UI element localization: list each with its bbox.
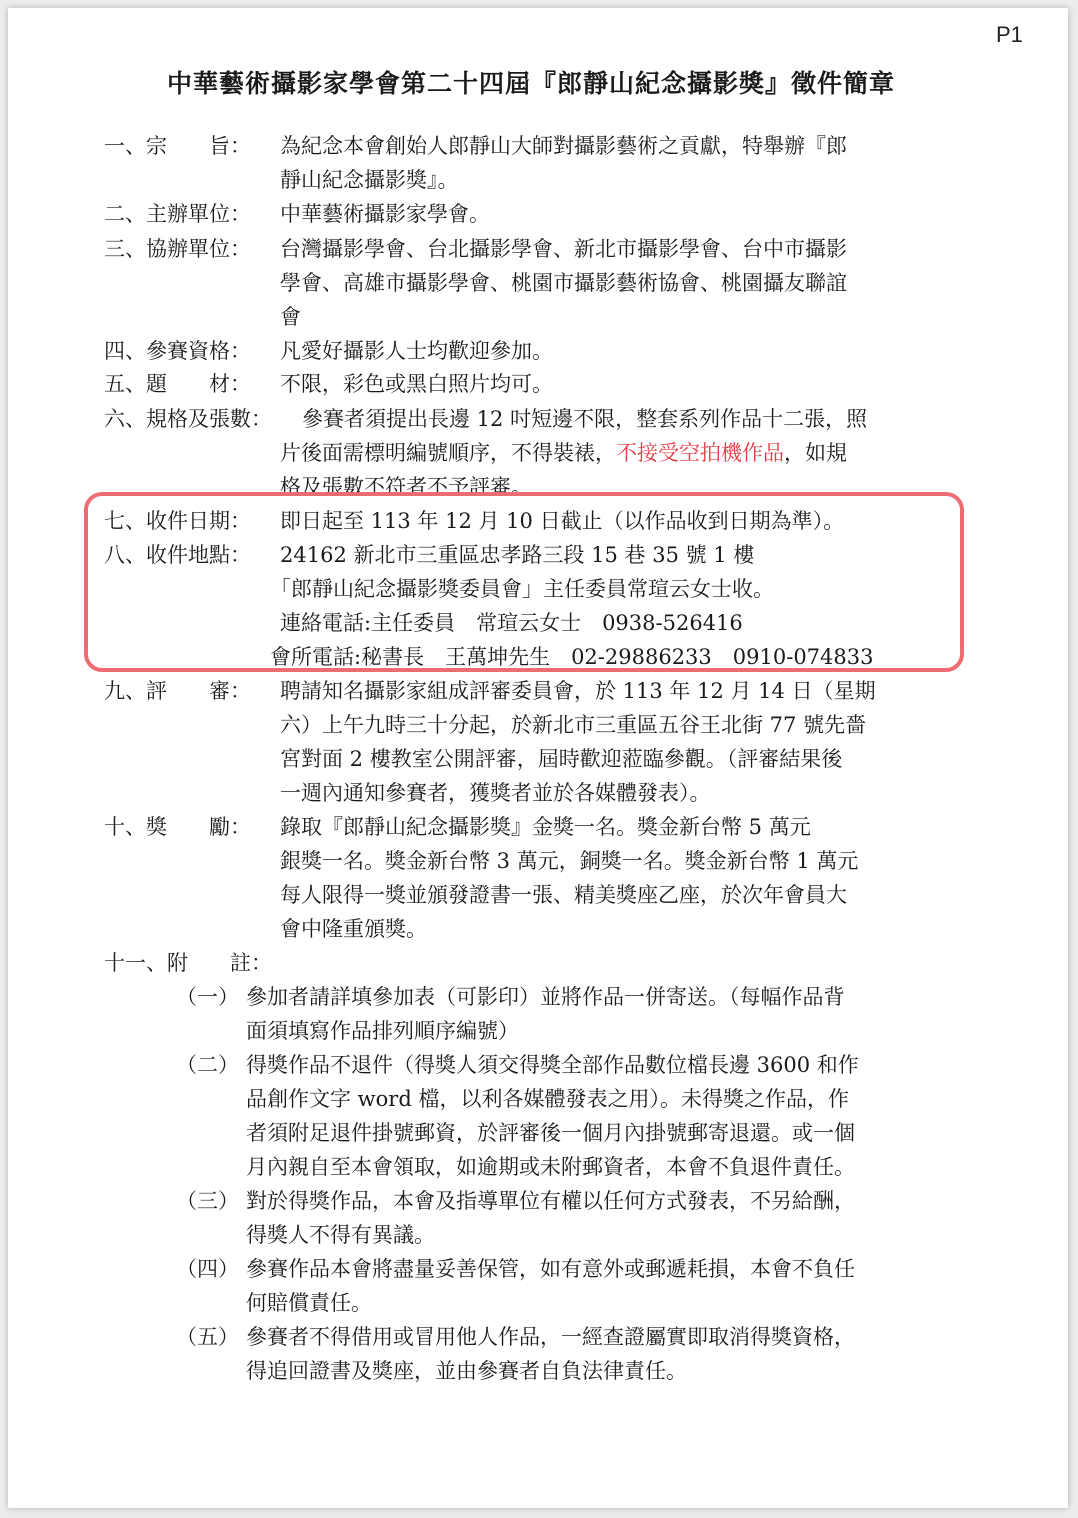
section-6-label: 六、規格及張數： — [104, 407, 272, 431]
note-text: 者須附足退件掛號郵資，於評審後一個月內掛號郵寄退還。或一個 — [246, 1121, 855, 1145]
section-6-text: 參賽者須提出長邊 12 吋短邊不限，整套系列作品十二張，照 — [302, 407, 868, 431]
note-number: （四） — [176, 1257, 239, 1281]
section-2-text: 中華藝術攝影家學會。 — [280, 202, 490, 226]
note-number: （二） — [176, 1053, 239, 1077]
section-9-text: 一週內通知參賽者，獲獎者並於各媒體發表）。 — [280, 781, 711, 805]
section-1-label: 一、宗 旨： — [104, 134, 251, 158]
section-1-text: 靜山紀念攝影獎』。 — [280, 168, 459, 192]
section-10-label: 十、獎 勵： — [104, 815, 251, 839]
note-text: 品創作文字 word 檔，以利各媒體發表之用）。未得獎之作品，作 — [246, 1087, 849, 1111]
no-drone-notice: 不接受空拍機作品 — [616, 441, 784, 465]
section-5-label: 五、題 材： — [104, 372, 251, 396]
section-3-text: 學會、高雄市攝影學會、桃園市攝影藝術協會、桃園攝友聯誼 — [280, 271, 847, 295]
note-text: 得獎作品不退件（得獎人須交得獎全部作品數位檔長邊 3600 和作 — [246, 1053, 859, 1077]
note-text: 參賽作品本會將盡量妥善保管，如有意外或郵遞耗損，本會不負任 — [246, 1257, 855, 1281]
contact-phone: 連絡電話:主任委員 常瑄云女士 0938-526416 — [280, 611, 743, 635]
section-6-text — [280, 439, 847, 467]
note-text: 參賽者不得借用或冒用他人作品，一經查證屬實即取消得獎資格， — [246, 1325, 855, 1349]
note-text: 參加者請詳填參加表（可影印）並將作品一併寄送。（每幅作品背 — [246, 985, 845, 1009]
section-3-label: 三、協辦單位： — [104, 237, 251, 261]
section-10-text: 會中隆重頒獎。 — [280, 917, 427, 941]
section-9-text: 宮對面 2 樓教室公開評審，屆時歡迎蒞臨參觀。（評審結果後 — [280, 747, 843, 771]
office-phone: 會所電話:秘書長 王萬坤先生 02-29886233 0910-074833 — [270, 645, 874, 669]
section-4-text: 凡愛好攝影人士均歡迎參加。 — [280, 339, 553, 363]
note-number: （一） — [176, 985, 239, 1009]
section-8-text: 「郎靜山紀念攝影獎委員會」主任委員常瑄云女士收。 — [270, 577, 774, 601]
section-9-text: 聘請知名攝影家組成評審委員會，於 113 年 12 月 14 日（星期 — [280, 679, 876, 703]
section-7-text: 即日起至 113 年 12 月 10 日截止（以作品收到日期為準）。 — [280, 509, 845, 533]
section-9-label: 九、評 審： — [104, 679, 251, 703]
section-8-label: 八、收件地點： — [104, 543, 251, 567]
note-text: 得獎人不得有異議。 — [246, 1223, 435, 1247]
section-5-text: 不限，彩色或黑白照片均可。 — [280, 372, 553, 396]
note-text: 月內親自至本會領取，如逾期或未附郵資者，本會不負退件責任。 — [246, 1155, 855, 1179]
section-6-text: 格及張數不符者不予評審。 — [280, 475, 532, 499]
section-10-text: 錄取『郎靜山紀念攝影獎』金獎一名。獎金新台幣 5 萬元 — [280, 815, 811, 839]
section-10-text: 銀獎一名。獎金新台幣 3 萬元，銅獎一名。獎金新台幣 1 萬元 — [280, 849, 859, 873]
note-text: 何賠償責任。 — [246, 1291, 372, 1315]
section-1-text: 為紀念本會創始人郎靜山大師對攝影藝術之貢獻，特舉辦『郎 — [280, 134, 847, 158]
page-number: P1 — [996, 22, 1023, 47]
section-11-label: 十一、附 註： — [104, 951, 272, 975]
note-text: 得追回證書及獎座，並由參賽者自負法律責任。 — [246, 1359, 687, 1383]
section-6-text-part: ，如規 — [784, 441, 847, 465]
section-6-text-part: 片後面需標明編號順序，不得裝裱， — [280, 441, 616, 465]
section-8-text: 24162 新北市三重區忠孝路三段 15 巷 35 號 1 樓 — [280, 543, 755, 567]
section-4-label: 四、參賽資格： — [104, 339, 251, 363]
section-2-label: 二、主辦單位： — [104, 202, 251, 226]
document-title: 中華藝術攝影家學會第二十四屆『郎靜山紀念攝影獎』徵件簡章 — [166, 69, 895, 98]
note-number: （三） — [176, 1189, 239, 1213]
section-3-text: 會 — [280, 305, 301, 329]
section-3-text: 台灣攝影學會、台北攝影學會、新北市攝影學會、台中市攝影 — [280, 237, 847, 261]
note-text: 對於得獎作品，本會及指導單位有權以任何方式發表，不另給酬， — [246, 1189, 855, 1213]
section-10-text: 每人限得一獎並頒發證書一張、精美獎座乙座，於次年會員大 — [280, 883, 847, 907]
section-9-text: 六）上午九時三十分起，於新北市三重區五谷王北街 77 號先嗇 — [280, 713, 867, 737]
note-text: 面須填寫作品排列順序編號） — [246, 1019, 519, 1043]
section-7-label: 七、收件日期： — [104, 509, 251, 533]
note-number: （五） — [176, 1325, 239, 1349]
